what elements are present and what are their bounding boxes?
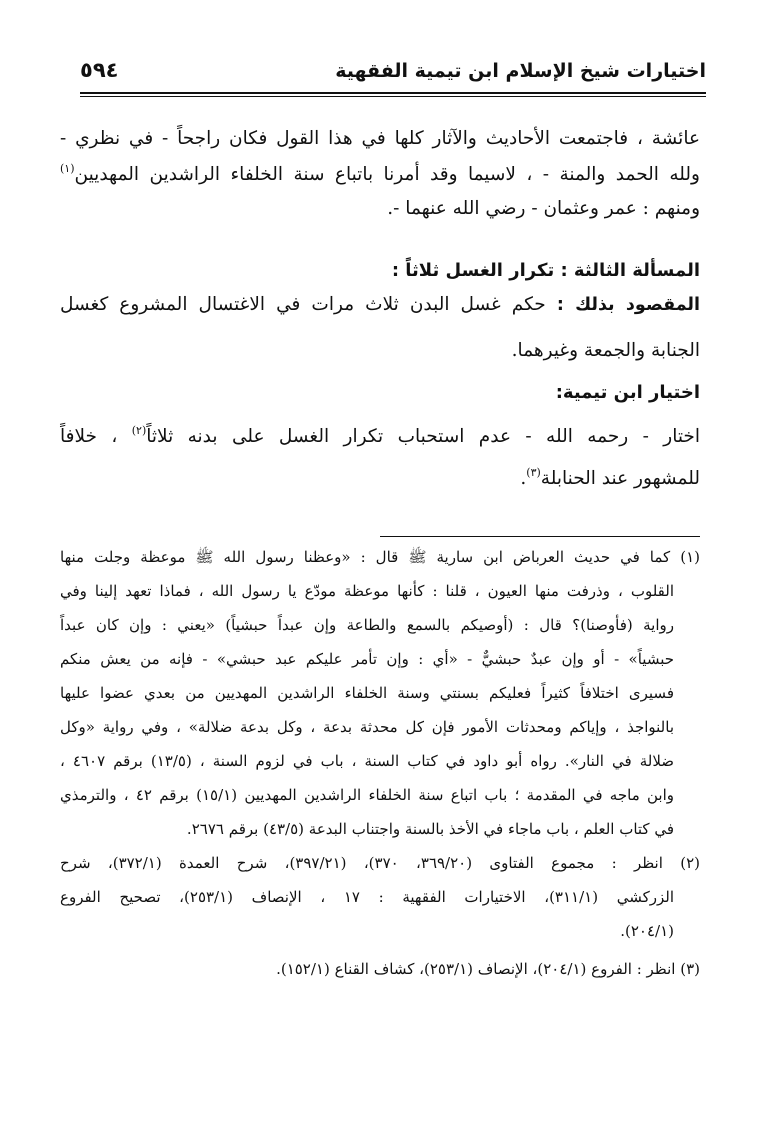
text-line <box>60 466 700 489</box>
footnote-line: فسيرى اختلافاً كثيراً فعليكم بسنتي وسنة الخلفاء الراشدين المهديين من بعدي عضوا عليها <box>60 684 674 702</box>
running-header <box>80 58 706 92</box>
page-number: ٥٩٤ <box>80 58 119 82</box>
footnote-line: (٢٠٤/١). <box>620 922 674 940</box>
header-rule <box>80 92 706 94</box>
text-line <box>60 424 700 447</box>
footnote-line: الزركشي (٣١١/١)، الاختيارات الفقهية : ١٧ ، الإنصاف (٢٥٣/١)، تصحيح الفروع <box>60 888 674 906</box>
text-span: ، خلافاً <box>60 426 118 447</box>
section-heading: المسألة الثالثة : تكرار الغسل ثلاثاً : <box>391 260 700 281</box>
book-title: اختيارات شيخ الإسلام ابن تيمية الفقهية <box>335 60 706 82</box>
text-span: اختار - رحمه الله - عدم استحباب تكرار الغسل على بدنه ثلاثاً <box>146 426 700 447</box>
text-line <box>60 294 700 315</box>
text-span: . <box>520 468 527 489</box>
header-rule-thin <box>80 96 706 97</box>
text-span: للمشهور عند الحنابلة <box>540 468 700 489</box>
footnote-line: (١) كما في حديث العرباض ابن سارية ﷺ قال : «وعظنا رسول الله ﷺ موعظة وجلت منها <box>60 548 700 566</box>
subsection-heading: اختيار ابن تيمية: <box>555 382 700 403</box>
footnote-line: وابن ماجه في المقدمة ؛ باب اتباع سنة الخلفاء الراشدين المهديين (١٥/١) برقم ٤٢ ، والترمذي <box>60 786 675 804</box>
text-line: عائشة ، فاجتمعت الأحاديث والآثار كلها في هذا القول فكان راجحاً - في نظري - <box>60 128 700 149</box>
footnote-ref: (٢) <box>131 424 147 437</box>
footnote-ref: (٣) <box>526 466 541 479</box>
footnote-separator <box>380 536 700 537</box>
footnote-line: بالنواجذ ، وإياكم ومحدثات الأمور فإن كل محدثة بدعة ، وكل بدعة ضلالة» ، وفي رواية «وكل <box>60 718 674 736</box>
footnote-line: (٣) انظر : الفروع (٢٠٤/١)، الإنصاف (٢٥٣/١)، كشاف القناع (١٥٢/١). <box>276 960 700 978</box>
footnote-line: ضلالة في النار». رواه أبو داود في كتاب السنة ، باب في لزوم السنة ، (١٣/٥) برقم ٤٦٠٧ ، <box>60 752 675 770</box>
footnote-line: (٢) انظر : مجموع الفتاوى (٣٦٩/٢٠، ٣٧٠)، (٣٩٧/٢١)، شرح العمدة (٣٧٢/١)، شرح <box>60 854 700 872</box>
footnote-line: حبشياً» - أو وإن عبدٌ حبشيٌّ - «أي : وإن تأمر عليكم عبد حبشي» - فإنه من يعش منكم <box>60 650 674 668</box>
footnote-line: في كتاب العلم ، باب ماجاء في الأخذ بالسنة واجتناب البدعة (٤٣/٥) برقم ٢٦٧٦. <box>186 820 674 838</box>
text-line: ومنهم : عمر وعثمان - رضي الله عنهما -. <box>387 198 700 219</box>
footnote-ref: (١) <box>60 162 75 175</box>
text-line: الجنابة والجمعة وغيرهما. <box>511 340 700 361</box>
lead-term: المقصود بذلك : <box>556 295 700 315</box>
text-span: حكم غسل البدن ثلاث مرات في الاغتسال المشروع كغسل <box>60 294 546 315</box>
text-span: ولله الحمد والمنة - ، لاسيما وقد أمرنا باتباع سنة الخلفاء الراشدين المهديين <box>74 164 700 185</box>
text-line <box>60 162 700 185</box>
footnote-line: القلوب ، وذرفت منها العيون ، قلنا : كأنها موعظة مودّع يا رسول الله ، فماذا تعهد إلينا وفي <box>60 582 674 600</box>
footnote-line: رواية (فأوصنا)؟ قال : (أوصيكم بالسمع والطاعة وإن عبداً حبشياً) «يعني : وإن كان عبداً <box>60 616 674 634</box>
